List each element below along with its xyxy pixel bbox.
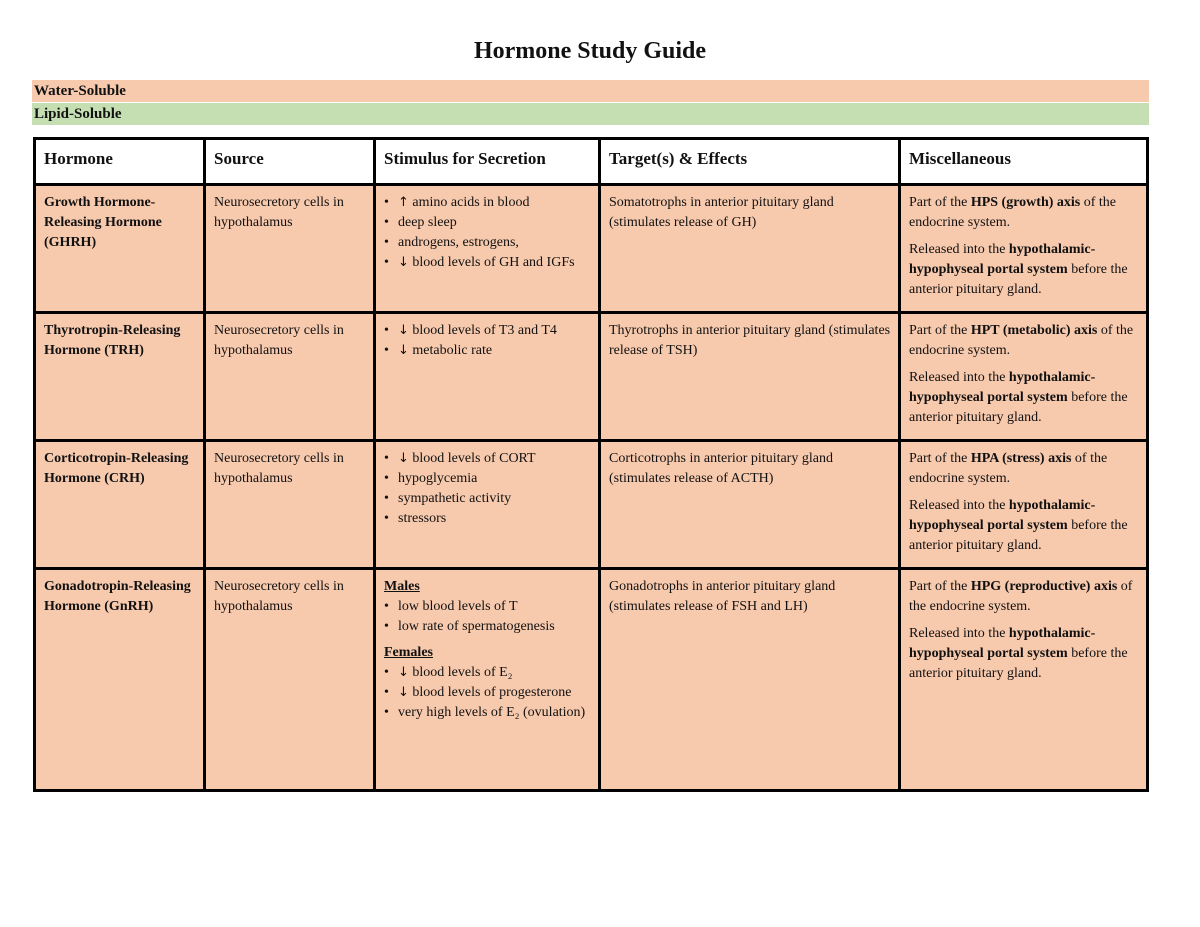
target-cell: Thyrotrophs in anterior pituitary gland (stimulates release of TSH) [600, 313, 900, 441]
table-row [35, 569, 1148, 791]
legend-water-soluble: Water-Soluble [32, 80, 1149, 102]
list-item: • stressors [384, 509, 591, 529]
misc-cell: Part of the HPA (stress) axis of the endocrine system. Released into the hypothalamic-hypophyseal portal system before the anterior pituitary gland. [900, 441, 1148, 569]
misc-cell: Part of the HPS (growth) axis of the endocrine system. Released into the hypothalamic-hypophyseal portal system before the anterior pituitary gland. [900, 185, 1148, 313]
table-row [35, 313, 1148, 441]
list-item: • ↓ blood levels of E₂ [384, 663, 591, 683]
hormone-name: Gonadotropin-Releasing Hormone (GnRH) [44, 579, 191, 614]
stimulus-cell [375, 313, 600, 441]
hormone-cell [35, 313, 205, 441]
target-cell: Corticotrophs in anterior pituitary gland (stimulates release of ACTH) [600, 441, 900, 569]
hormone-name: Growth Hormone-Releasing Hormone (GHRH) [44, 195, 162, 250]
misc-cell: Part of the HPG (reproductive) axis of the endocrine system. Released into the hypothalamic-hypophyseal portal system before the anterior pituitary gland. [900, 569, 1148, 791]
list-item: • androgens, estrogens, [384, 233, 591, 253]
list-item: • ↑ amino acids in blood [384, 193, 591, 213]
hormone-name: Corticotropin-Releasing Hormone (CRH) [44, 451, 189, 486]
header-source: Source [205, 139, 375, 185]
list-item: • low blood levels of T [384, 597, 591, 617]
stimulus-cell [375, 569, 600, 791]
list-item: • ↓ blood levels of T3 and T4 [384, 321, 591, 341]
header-stimulus: Stimulus for Secretion [375, 139, 600, 185]
list-item: • hypoglycemia [384, 469, 591, 489]
females-heading: Females [384, 645, 433, 660]
misc-cell: Part of the HPT (metabolic) axis of the endocrine system. Released into the hypothalamic-hypophyseal portal system before the anterior pituitary gland. [900, 313, 1148, 441]
source-cell: Neurosecretory cells in hypothalamus [205, 441, 375, 569]
list-item: • very high levels of E₂ (ovulation) [384, 703, 591, 723]
list-item: • sympathetic activity [384, 489, 591, 509]
legend-lipid-soluble: Lipid-Soluble [32, 103, 1149, 125]
table-header-row [35, 139, 1148, 185]
header-target: Target(s) & Effects [600, 139, 900, 185]
header-hormone: Hormone [35, 139, 205, 185]
stimulus-cell [375, 441, 600, 569]
hormone-cell [35, 441, 205, 569]
arrow-down-icon: ↓ [398, 451, 409, 466]
target-cell: Somatotrophs in anterior pituitary gland (stimulates release of GH) [600, 185, 900, 313]
arrow-down-icon: ↓ [398, 255, 409, 270]
hormone-cell [35, 569, 205, 791]
table-row [35, 185, 1148, 313]
source-cell: Neurosecretory cells in hypothalamus [205, 313, 375, 441]
target-cell: Gonadotrophs in anterior pituitary gland (stimulates release of FSH and LH) [600, 569, 900, 791]
list-item: • ↓ metabolic rate [384, 341, 591, 361]
header-misc: Miscellaneous [900, 139, 1148, 185]
hormone-name: Thyrotropin-Releasing Hormone (TRH) [44, 323, 181, 358]
list-item: • low rate of spermatogenesis [384, 617, 591, 637]
page-title: Hormone Study Guide [473, 38, 707, 64]
arrow-down-icon: ↓ [398, 323, 409, 338]
list-item: • ↓ blood levels of progesterone [384, 683, 591, 703]
list-item: • ↓ blood levels of GH and IGFs [384, 253, 591, 273]
source-cell: Neurosecretory cells in hypothalamus [205, 569, 375, 791]
source-cell: Neurosecretory cells in hypothalamus [205, 185, 375, 313]
stimulus-cell [375, 185, 600, 313]
arrow-up-icon: ↑ [398, 195, 409, 210]
table-row [35, 441, 1148, 569]
males-heading: Males [384, 579, 420, 594]
arrow-down-icon: ↓ [398, 685, 409, 700]
arrow-down-icon: ↓ [398, 343, 409, 358]
list-item: • deep sleep [384, 213, 591, 233]
list-item: • ↓ blood levels of CORT [384, 449, 591, 469]
arrow-down-icon: ↓ [398, 665, 409, 680]
hormone-table [33, 137, 1149, 792]
hormone-cell [35, 185, 205, 313]
